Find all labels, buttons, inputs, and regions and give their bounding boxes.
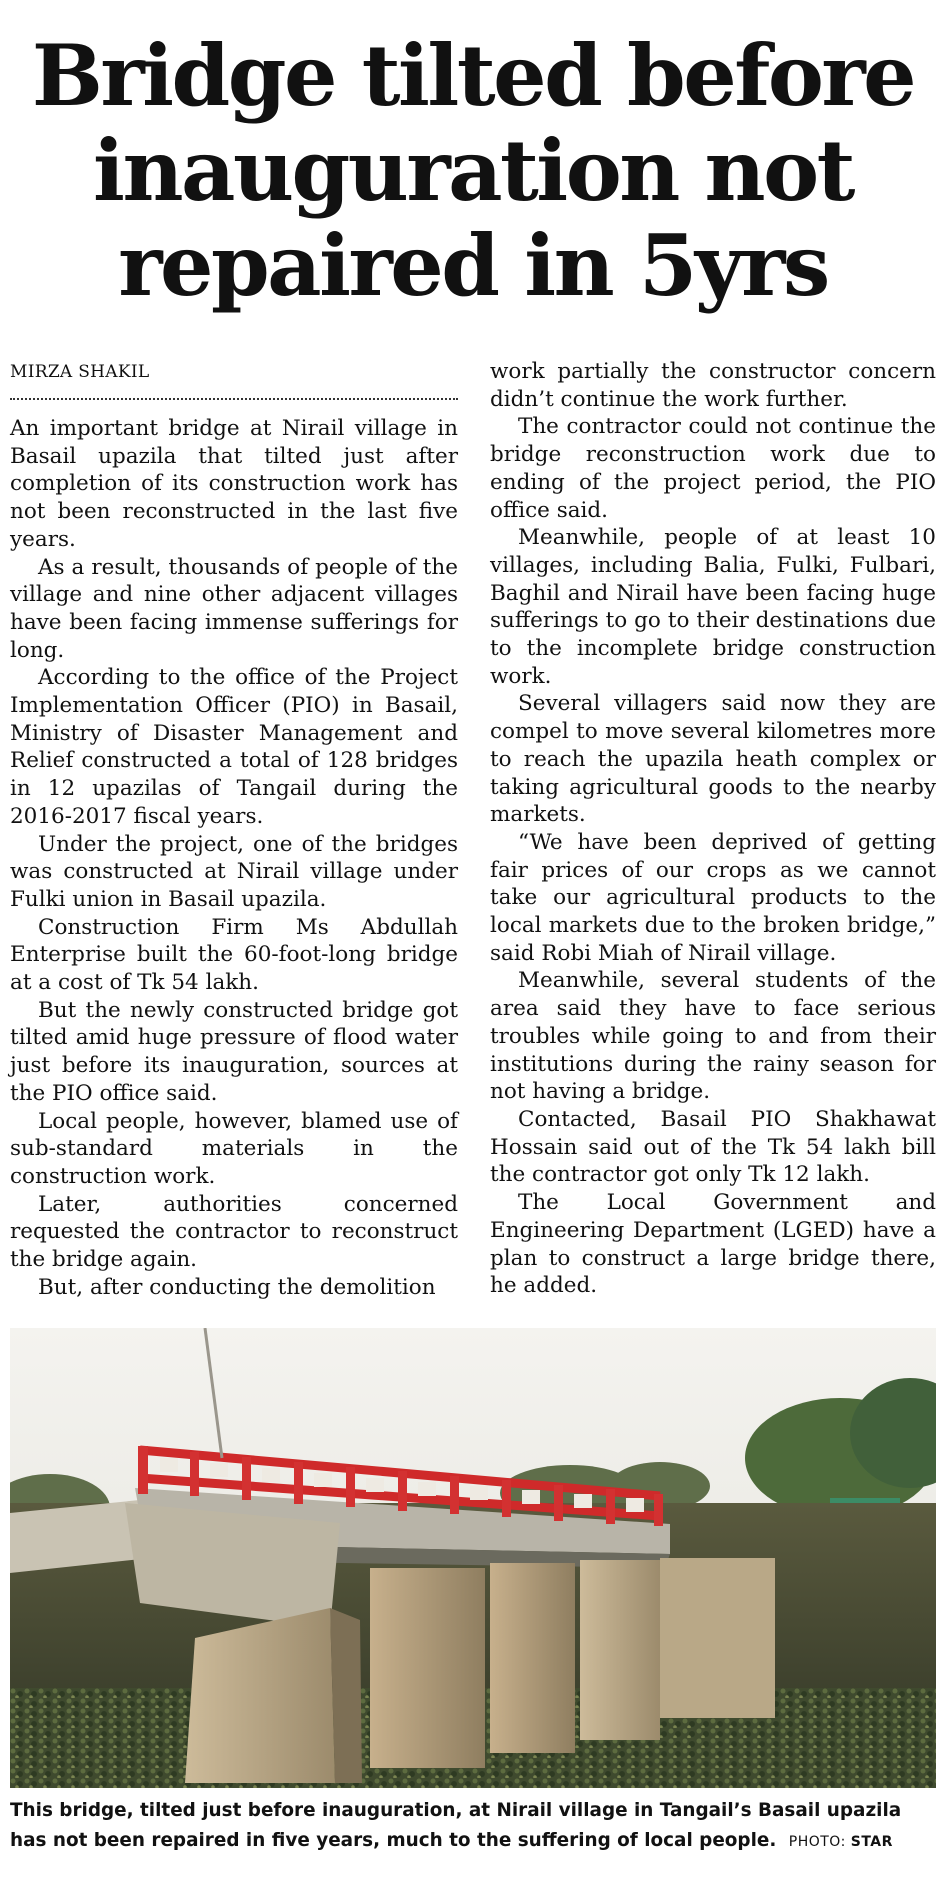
paragraph: Later, authorities concerned requested the contractor to reconstruct the bridge again.	[10, 1191, 458, 1273]
paragraph: The Local Government and Engineering Department (LGED) have a plan to construct a large bridge there, he added.	[490, 1190, 936, 1299]
article-column-1	[10, 415, 458, 1302]
paragraph: An important bridge at Nirail village in Basail upazila that tilted just after completion of its construction work has not been reconstructed in the last five years.	[10, 416, 458, 552]
paragraph: Contacted, Basail PIO Shakhawat Hossain said out of the Tk 54 lakh bill the contractor got only Tk 12 lakh.	[490, 1106, 936, 1188]
bridge-photo	[10, 1328, 936, 1788]
paragraph: “We have been deprived of getting fair prices of our crops as we cannot take our agricultural products to the local markets due to the broken bridge,” said Robi Miah of Nirail village.	[490, 829, 936, 966]
headline-line-2: inauguration not	[93, 121, 853, 220]
credit-label: PHOTO:	[788, 1834, 846, 1850]
headline-line-3: repaired in 5yrs	[118, 216, 828, 315]
pier-4	[580, 1560, 660, 1740]
tilted-pier-side	[330, 1608, 362, 1783]
paragraph: But, after conducting the demolition	[38, 1274, 436, 1300]
paragraph: work partially the constructor concern didn’t continue the work further.	[490, 359, 936, 412]
paragraph: Under the project, one of the bridges was constructed at Nirail village under Fulki union in Basail upazila.	[10, 831, 458, 912]
pier-2	[370, 1568, 485, 1768]
headline	[0, 28, 946, 313]
byline: MIRZA SHAKIL	[10, 362, 150, 382]
pier-5	[660, 1558, 775, 1718]
paragraph: According to the office of the Project Implementation Officer (PIO) in Basail, Ministry of Disaster Management and Relief constructed a total of 128 bridges in 12 upazilas of Tangail during the 2016-2017 fiscal years.	[10, 665, 458, 829]
byline-divider	[10, 398, 458, 400]
paragraph: Several villagers said now they are compel to move several kilometres more to reach the upazila heath complex or taking agricultural goods to the nearby markets.	[490, 691, 936, 828]
paragraph: Meanwhile, people of at least 10 villages, including Balia, Fulki, Fulbari, Baghil and Nirail have been facing huge sufferings to go to their destinations due to the incomplete bridge construction work.	[490, 525, 936, 689]
paragraph: The contractor could not continue the bridge reconstruction work due to ending of the project period, the PIO office said.	[490, 414, 936, 523]
credit-source: STAR	[850, 1834, 893, 1850]
article-column-2	[490, 358, 936, 1300]
headline-line-1: Bridge tilted before	[31, 26, 915, 125]
paragraph: Local people, however, blamed use of sub-standard materials in the construction work.	[10, 1108, 458, 1189]
photo-caption	[10, 1796, 936, 1857]
caption-text: This bridge, tilted just before inauguration, at Nirail village in Tangail’s Basail upazila has not been repaired in five years, much to the suffering of local people.	[10, 1800, 902, 1851]
paragraph: As a result, thousands of people of the village and nine other adjacent villages have been facing immense sufferings for long.	[10, 554, 458, 663]
paragraph: But the newly constructed bridge got tilted amid huge pressure of flood water just before its inauguration, sources at the PIO office said.	[10, 997, 458, 1106]
photo-credit	[789, 1834, 893, 1850]
paragraph: Construction Firm Ms Abdullah Enterprise built the 60-foot-long bridge at a cost of Tk 54 lakh.	[10, 914, 458, 996]
paragraph: Meanwhile, several students of the area said they have to face serious troubles while going to and from their institutions during the rainy season for not having a bridge.	[490, 968, 936, 1105]
pier-3	[490, 1563, 575, 1753]
